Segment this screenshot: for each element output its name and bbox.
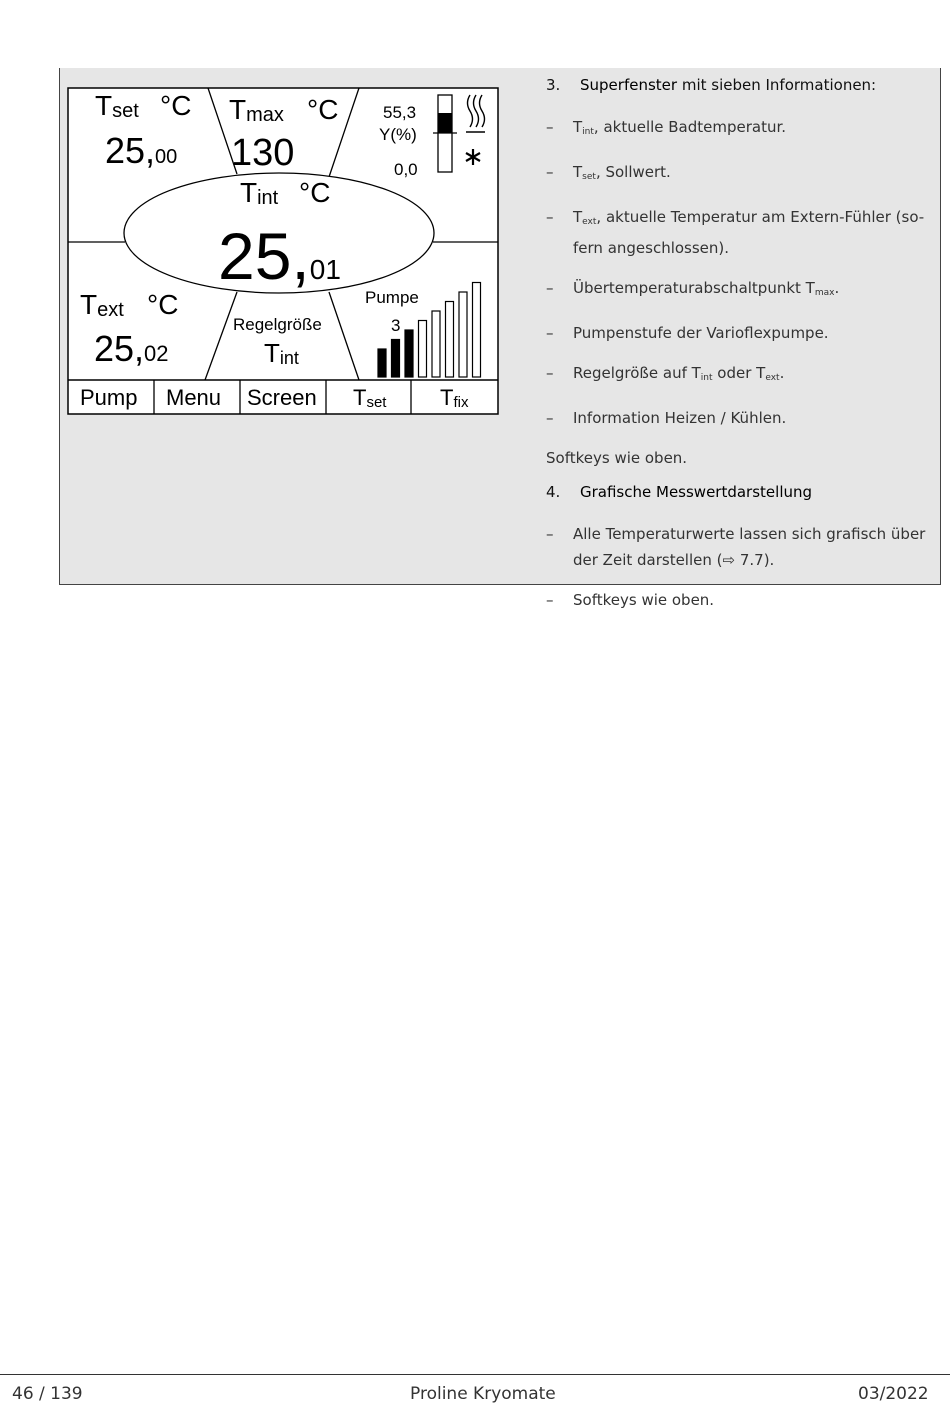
pump-bar <box>446 302 454 378</box>
pump-bar <box>419 321 427 378</box>
tint-label: Tint <box>240 177 279 209</box>
pump-bar <box>432 311 440 377</box>
pump-bar <box>392 340 400 378</box>
document-date: 03/2022 <box>858 1384 929 1404</box>
softkeys-note: Softkeys wie oben. <box>546 449 688 467</box>
pump-bar <box>459 292 467 377</box>
list-item: – $T_{set}$, Sollwert. <box>546 163 671 182</box>
y-label: Y(%) <box>379 125 417 144</box>
text-unit: °C <box>147 289 179 320</box>
tint-unit: °C <box>299 177 331 208</box>
y-bar-fill <box>438 113 452 133</box>
list-item: – Information Heizen / Kühlen. <box>546 409 787 427</box>
regel-value: Tint <box>264 338 299 368</box>
list-item: – Pumpenstufe der Varioflexpumpe. <box>546 324 829 342</box>
description-column <box>546 76 936 627</box>
tint-value: 25,01 <box>218 219 341 293</box>
softkey-menu[interactable]: Menu <box>166 385 222 410</box>
tmax-value: 130 <box>231 132 295 174</box>
list-item: – $T_{ext}$, aktuelle Temperatur am Extern-Fühler (so-fern angeschlossen). <box>546 208 925 257</box>
list-item: – Übertemperaturabschaltpunkt $T_{max}$. <box>546 279 840 298</box>
pumpe-value: 3 <box>391 316 401 335</box>
y-top-value: 55,3 <box>383 103 417 122</box>
page-number: 46 / 139 <box>12 1384 83 1404</box>
tset-value: 25,00 <box>105 130 178 171</box>
regel-label: Regelgröße <box>233 315 322 334</box>
text-label: Text <box>80 289 124 321</box>
controller-display <box>67 87 499 415</box>
softkey-tfix[interactable]: Tfix <box>440 385 469 411</box>
section-3-heading: 3. Superfenster mit sieben Informationen: <box>546 76 877 94</box>
footer-divider <box>0 1374 950 1375</box>
list-item: – Softkeys wie oben. <box>546 591 715 609</box>
softkey-pump[interactable]: Pump <box>80 385 138 410</box>
softkey-tset[interactable]: Tset <box>353 385 387 411</box>
list-item: – $T_{int}$, aktuelle Badtemperatur. <box>546 118 787 137</box>
list-item: – Regelgröße auf $T_{int}$ oder $T_{ext}$. <box>546 364 785 383</box>
softkey-screen[interactable]: Screen <box>247 385 317 410</box>
section-4-heading: 4. Grafische Messwertdarstellung <box>546 483 813 501</box>
text-value: 25,02 <box>94 328 169 369</box>
tmax-unit: °C <box>307 94 339 125</box>
pump-bar <box>473 283 481 378</box>
pump-bar <box>405 330 413 377</box>
pump-bar <box>378 349 386 377</box>
document-title: Proline Kryomate <box>410 1384 556 1404</box>
pumpe-label: Pumpe <box>365 288 419 307</box>
tmax-label: Tmax <box>229 94 284 126</box>
tset-unit: °C <box>160 90 192 121</box>
tset-label: Tset <box>95 90 139 122</box>
list-item: – Alle Temperaturwerte lassen sich grafisch über der Zeit darstellen (⇨ 7.7). <box>546 525 926 569</box>
y-bottom-value: 0,0 <box>394 160 418 179</box>
